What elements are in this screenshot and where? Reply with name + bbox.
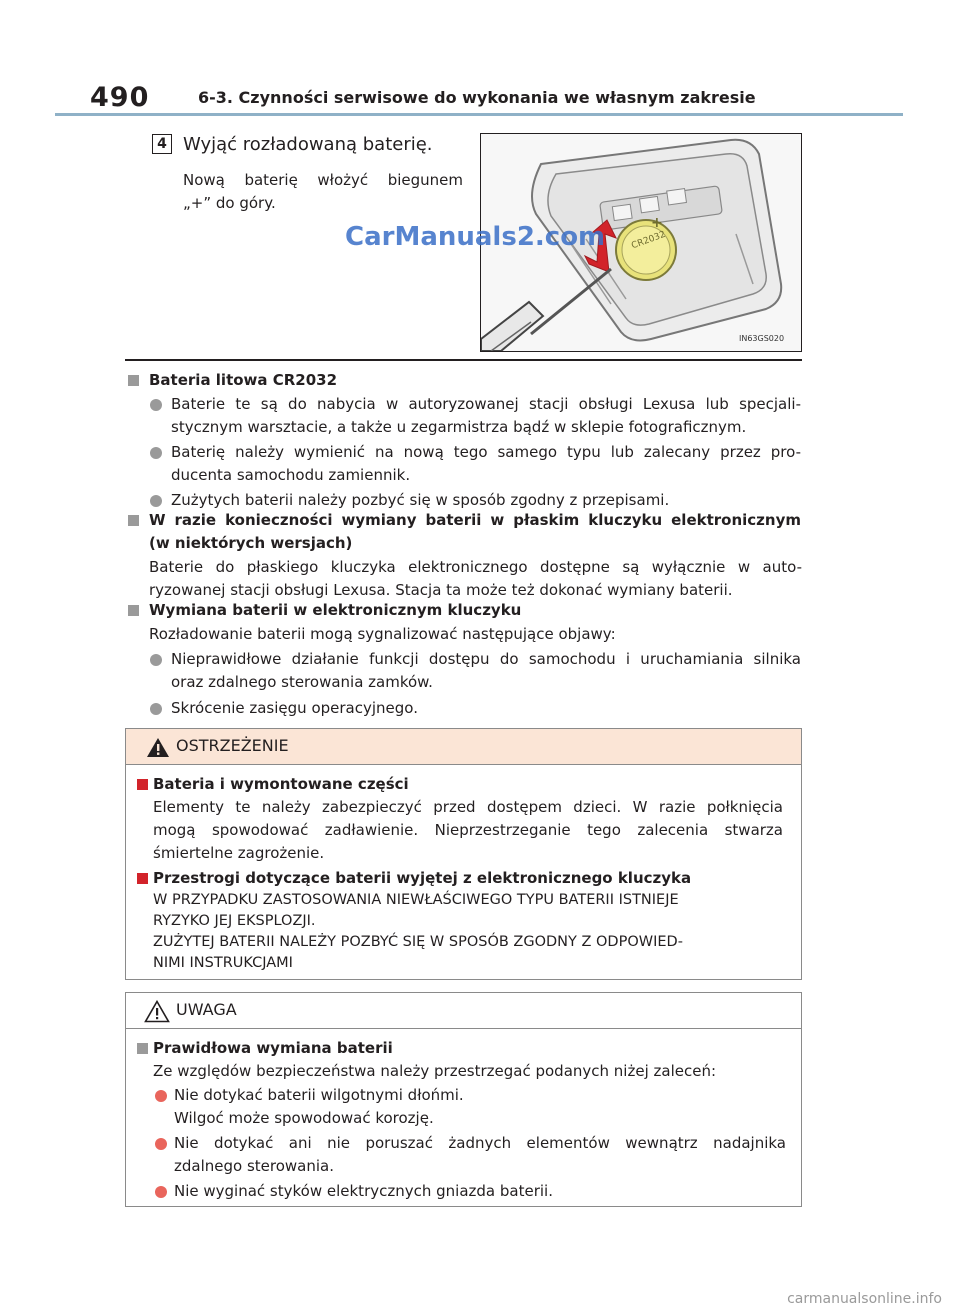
section-title: W razie konieczności wymiany baterii w płaskim kluczyku elektronicznym: [149, 511, 801, 529]
list-item: [125, 441, 802, 487]
list-item-text: stycznym warsztacie, a także u zegarmistrza bądź w sklepie fotograficznym.: [171, 418, 747, 436]
figure-code: IN63GS020: [739, 334, 785, 343]
watermark: CarManuals2.com: [345, 222, 606, 252]
list-item: [125, 697, 802, 720]
list-item-text: Skrócenie zasięgu operacyjnego.: [171, 699, 418, 717]
warning-marker-icon: [137, 779, 148, 790]
list-item: [126, 1132, 801, 1178]
warning-header: [126, 729, 801, 765]
section-title-cont: (w niektórych wersjach): [149, 534, 353, 552]
warning-triangle-icon: [146, 737, 170, 758]
bullet-dot-icon: [150, 447, 162, 459]
warning-text: Elementy te należy zabezpieczyć przed dostępem dzieci. W razie połknięcia: [153, 798, 783, 816]
caution-triangle-icon: [144, 1000, 170, 1023]
header-divider: [55, 113, 903, 116]
warning-caps-text: RYZYKO JEJ EKSPLOZJI.: [153, 913, 316, 929]
list-item-text: Baterie te są do nabycia w autoryzowanej stacji obsługi Lexusa lub specjali-: [171, 395, 801, 413]
section-intro: Rozładowanie baterii mogą sygnalizować następujące objawy:: [149, 625, 616, 643]
page-number: 490: [90, 82, 150, 113]
bullet-dot-icon: [155, 1186, 167, 1198]
section-text: Baterie do płaskiego kluczyka elektronicznego dostępne są wyłącznie w auto-: [149, 558, 802, 576]
list-item-text: zdalnego sterowania.: [174, 1157, 334, 1175]
battery-label: CR2032: [630, 229, 668, 252]
list-item-text: Zużytych baterii należy pozbyć się w sposób zgodny z przepisami.: [171, 491, 670, 509]
step-number-badge: 4: [152, 134, 172, 154]
section-title: Wymiana baterii w elektronicznym kluczyku: [149, 601, 522, 619]
section-divider: [125, 359, 802, 361]
list-item: [125, 393, 802, 439]
battery-plus-sign: +: [651, 215, 663, 231]
list-item-text: Baterię należy wymienić na nową tego samego typu lub zalecany przez pro-: [171, 443, 801, 461]
warning-item-title: Przestrogi dotyczące baterii wyjętej z elektronicznego kluczyka: [153, 869, 692, 887]
section-title: Bateria litowa CR2032: [149, 371, 338, 389]
list-item-text: Nie dotykać baterii wilgotnymi dłońmi.: [174, 1086, 464, 1104]
warning-item-title: Bateria i wymontowane części: [153, 775, 409, 793]
section-flat-key: [125, 509, 802, 602]
section-text: ryzowanej stacji obsługi Lexusa. Stacja ta może też dokonać wymiany baterii.: [149, 581, 733, 599]
list-item-text: oraz zdalnego sterowania zamków.: [171, 673, 433, 691]
chapter-title: 6-3. Czynności serwisowe do wykonania we własnym zakresie: [198, 88, 756, 107]
list-item: [126, 1084, 801, 1130]
warning-caps-text: ZUŻYTEJ BATERII NALEŻY POZBYĆ SIĘ W SPOSÓB ZGODNY Z ODPOWIED-: [153, 934, 683, 950]
warning-text: śmiertelne zagrożenie.: [153, 844, 325, 862]
notice-box: [125, 992, 802, 1207]
section-marker-icon: [128, 515, 139, 526]
notice-intro: Ze względów bezpieczeństwa należy przestrzegać podanych niżej zaleceń:: [153, 1062, 717, 1080]
bullet-dot-icon: [155, 1090, 167, 1102]
footer-watermark: carmanualsonline.info: [787, 1291, 942, 1307]
bullet-dot-icon: [150, 654, 162, 666]
notice-item-title: Prawidłowa wymiana baterii: [153, 1039, 393, 1057]
section-electronic-key: [125, 599, 802, 720]
bullet-dot-icon: [150, 495, 162, 507]
warning-caps-text: NIMI INSTRUKCJAMI: [153, 955, 293, 971]
section-lithium-battery: [125, 369, 802, 512]
bullet-dot-icon: [150, 703, 162, 715]
bullet-dot-icon: [150, 399, 162, 411]
step-note-line-2: „+” do góry.: [183, 194, 276, 212]
notice-title: UWAGA: [176, 1000, 237, 1019]
step-note-line-1: Nową baterię włożyć biegunem: [183, 171, 463, 189]
notice-marker-icon: [137, 1043, 148, 1054]
list-item: [125, 648, 802, 694]
section-marker-icon: [128, 375, 139, 386]
warning-title: OSTRZEŻENIE: [176, 736, 289, 755]
list-item-text: Wilgoć może spowodować korozję.: [174, 1109, 434, 1127]
step-title: Wyjąć rozładowaną baterię.: [183, 134, 433, 155]
bullet-dot-icon: [155, 1138, 167, 1150]
warning-text: mogą spowodować zadławienie. Nieprzestrzeganie tego zalecenia stwarza: [153, 821, 783, 839]
warning-caps-text: W PRZYPADKU ZASTOSOWANIA NIEWŁAŚCIWEGO TYPU BATERII ISTNIEJE: [153, 892, 679, 908]
list-item-text: Nie wyginać styków elektrycznych gniazda baterii.: [174, 1182, 553, 1200]
section-marker-icon: [128, 605, 139, 616]
list-item-text: ducenta samochodu zamiennik.: [171, 466, 411, 484]
list-item: [126, 1180, 801, 1203]
warning-box: [125, 728, 802, 980]
list-item-text: Nie dotykać ani nie poruszać żadnych elementów wewnątrz nadajnika: [174, 1134, 786, 1152]
warning-marker-icon: [137, 873, 148, 884]
list-item-text: Nieprawidłowe działanie funkcji dostępu do samochodu i uruchamiania silnika: [171, 650, 801, 668]
step-note: [183, 169, 463, 215]
notice-header: [126, 993, 801, 1029]
